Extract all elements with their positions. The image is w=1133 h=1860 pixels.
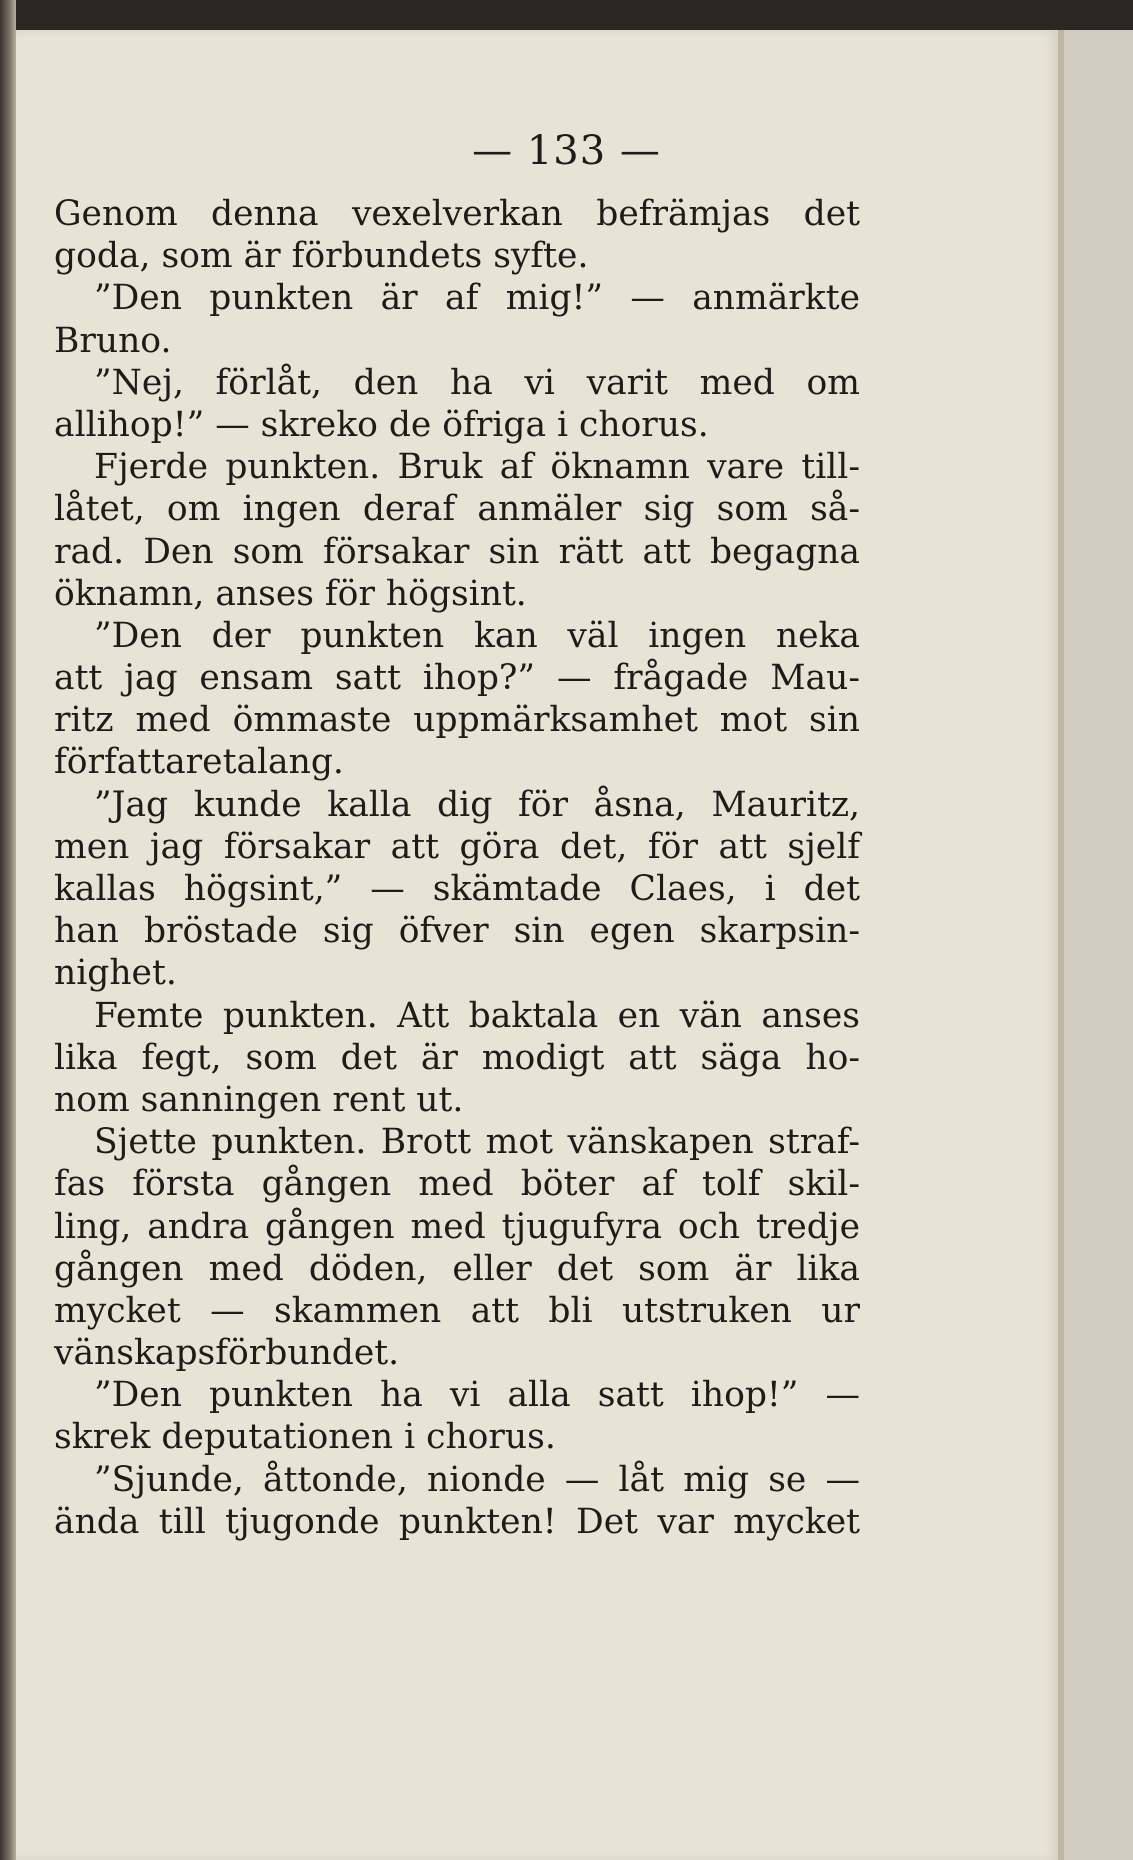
text-line: Femte punkten. Att baktala en vän anses	[94, 995, 860, 1036]
text-line: rad. Den som försakar sin rätt att begagna	[54, 531, 860, 572]
text-line: ”Den punkten ha vi alla satt ihop!” —	[94, 1375, 860, 1416]
text-line: vänskapsförbundet.	[54, 1333, 400, 1374]
text-line: ”Den der punkten kan väl ingen neka	[94, 615, 860, 656]
page-number: — 133 —	[472, 128, 661, 174]
text-line: Sjette punkten. Brott mot vänskapen straf-	[94, 1122, 860, 1163]
text-line: att jag ensam satt ihop?” — frågade Mau-	[54, 658, 860, 699]
text-line: ling, andra gången med tjugufyra och tredje	[54, 1206, 860, 1247]
text-line: goda, som är förbundets syfte.	[54, 236, 589, 277]
text-line: Bruno.	[54, 320, 172, 361]
scan-background-top	[0, 0, 1133, 34]
text-line: mycket — skammen att bli utstruken ur	[54, 1290, 860, 1331]
text-line: lika fegt, som det är modigt att säga ho-	[54, 1037, 860, 1078]
text-line: skrek deputationen i chorus.	[54, 1417, 556, 1458]
text-line: han bröstade sig öfver sin egen skarpsin-	[54, 911, 860, 952]
text-line: men jag försakar att göra det, för att sjelf	[54, 826, 860, 867]
text-line: gången med döden, eller det som är lika	[54, 1248, 860, 1289]
text-line: Genom denna vexelverkan befrämjas det	[54, 194, 860, 234]
text-line: allihop!” — skreko de öfriga i chorus.	[54, 404, 709, 445]
text-line: nom sanningen rent ut.	[54, 1079, 464, 1120]
text-line: låtet, om ingen deraf anmäler sig som så-	[54, 489, 860, 530]
text-line: författaretalang.	[54, 742, 344, 783]
text-line: ända till tjugonde punkten! Det var mycket	[54, 1501, 860, 1542]
text-line: Fjerde punkten. Bruk af öknamn vare till-	[94, 447, 860, 488]
body-text	[54, 193, 860, 1543]
text-line: nighet.	[54, 953, 177, 994]
book-binding	[0, 0, 16, 1860]
text-line: ”Den punkten är af mig!” — anmärkte	[94, 278, 860, 319]
text-line: ”Jag kunde kalla dig för åsna, Mauritz,	[94, 784, 860, 825]
text-line: ritz med ömmaste uppmärksamhet mot sin	[54, 700, 860, 741]
text-line: ”Sjunde, åttonde, nionde — låt mig se —	[94, 1459, 860, 1500]
text-line: fas första gången med böter af tolf skil-	[54, 1164, 860, 1205]
text-line: kallas högsint,” — skämtade Claes, i det	[54, 869, 860, 909]
scan-margin	[1064, 30, 1133, 1860]
text-line: ”Nej, förlåt, den ha vi varit med om	[94, 362, 860, 403]
text-line: öknamn, anses för högsint.	[54, 573, 527, 614]
